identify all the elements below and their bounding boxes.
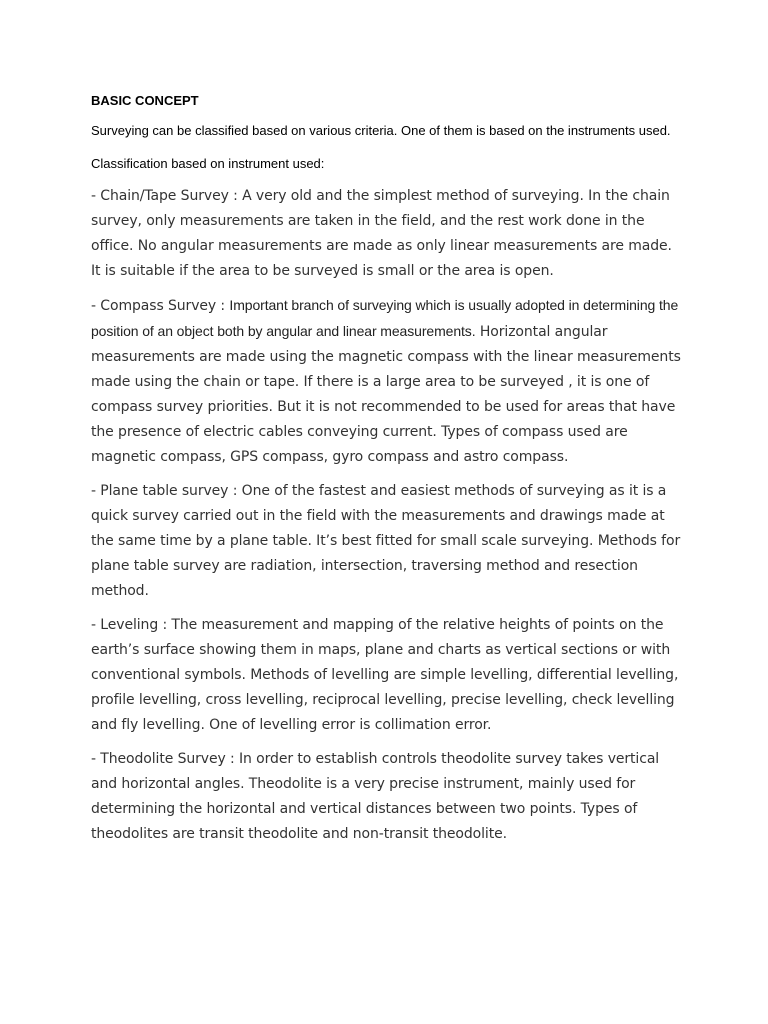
intro-paragraph: Surveying can be classified based on various criteria. One of them is based on the instruments used. [91, 123, 671, 138]
compass-survey-details: Horizontal angular measurements are made using the magnetic compass with the linear measurements made using the chain or tape. If there is a large area to be surveyed , it is one of compass survey priorities. But it is not recommended to be used for areas that have the presence of electric cables conveying current. Types of compass used are magnetic compass, GPS compass, gyro compass and astro compass. [91, 324, 681, 465]
classification-label: Classification based on instrument used: [91, 156, 325, 171]
compass-survey-definition: Important branch of surveying which is usually adopted in determining the position of an object both by angular and linear measurements. [91, 297, 679, 339]
paragraph-chain-tape-survey: - Chain/Tape Survey : A very old and the simplest method of surveying. In the chain survey, only measurements are taken in the field, and the rest work done in the office. No angular measurements are made as only linear measurements are made. It is suitable if the area to be surveyed is small or the area is open. [91, 188, 672, 279]
document-content [91, 92, 681, 856]
compass-survey-lead: - Compass Survey : [91, 298, 230, 314]
paragraph-leveling: - Leveling : The measurement and mapping of the relative heights of points on the earth’s surface showing them in maps, plane and charts as vertical sections or with conventional symbols. Methods of levelling are simple levelling, differential levelling, profile levelling, cross levelling, reciprocal levelling, precise levelling, check levelling and fly levelling. One of levelling error is collimation error. [91, 617, 679, 733]
paragraph-compass-survey [91, 293, 681, 470]
paragraph-theodolite-survey: - Theodolite Survey : In order to establish controls theodolite survey takes vertical and horizontal angles. Theodolite is a very precise instrument, mainly used for determining the horizontal and vertical distances between two points. Types of theodolites are transit theodolite and non-transit theodolite. [91, 751, 660, 842]
paragraph-plane-table-survey: - Plane table survey : One of the fastest and easiest methods of surveying as it is a quick survey carried out in the field with the measurements and drawings made at the same time by a plane table. It’s best fitted for small scale surveying. Methods for plane table survey are radiation, intersection, traversing method and resection method. [91, 483, 681, 599]
page-title: BASIC CONCEPT [91, 93, 199, 108]
